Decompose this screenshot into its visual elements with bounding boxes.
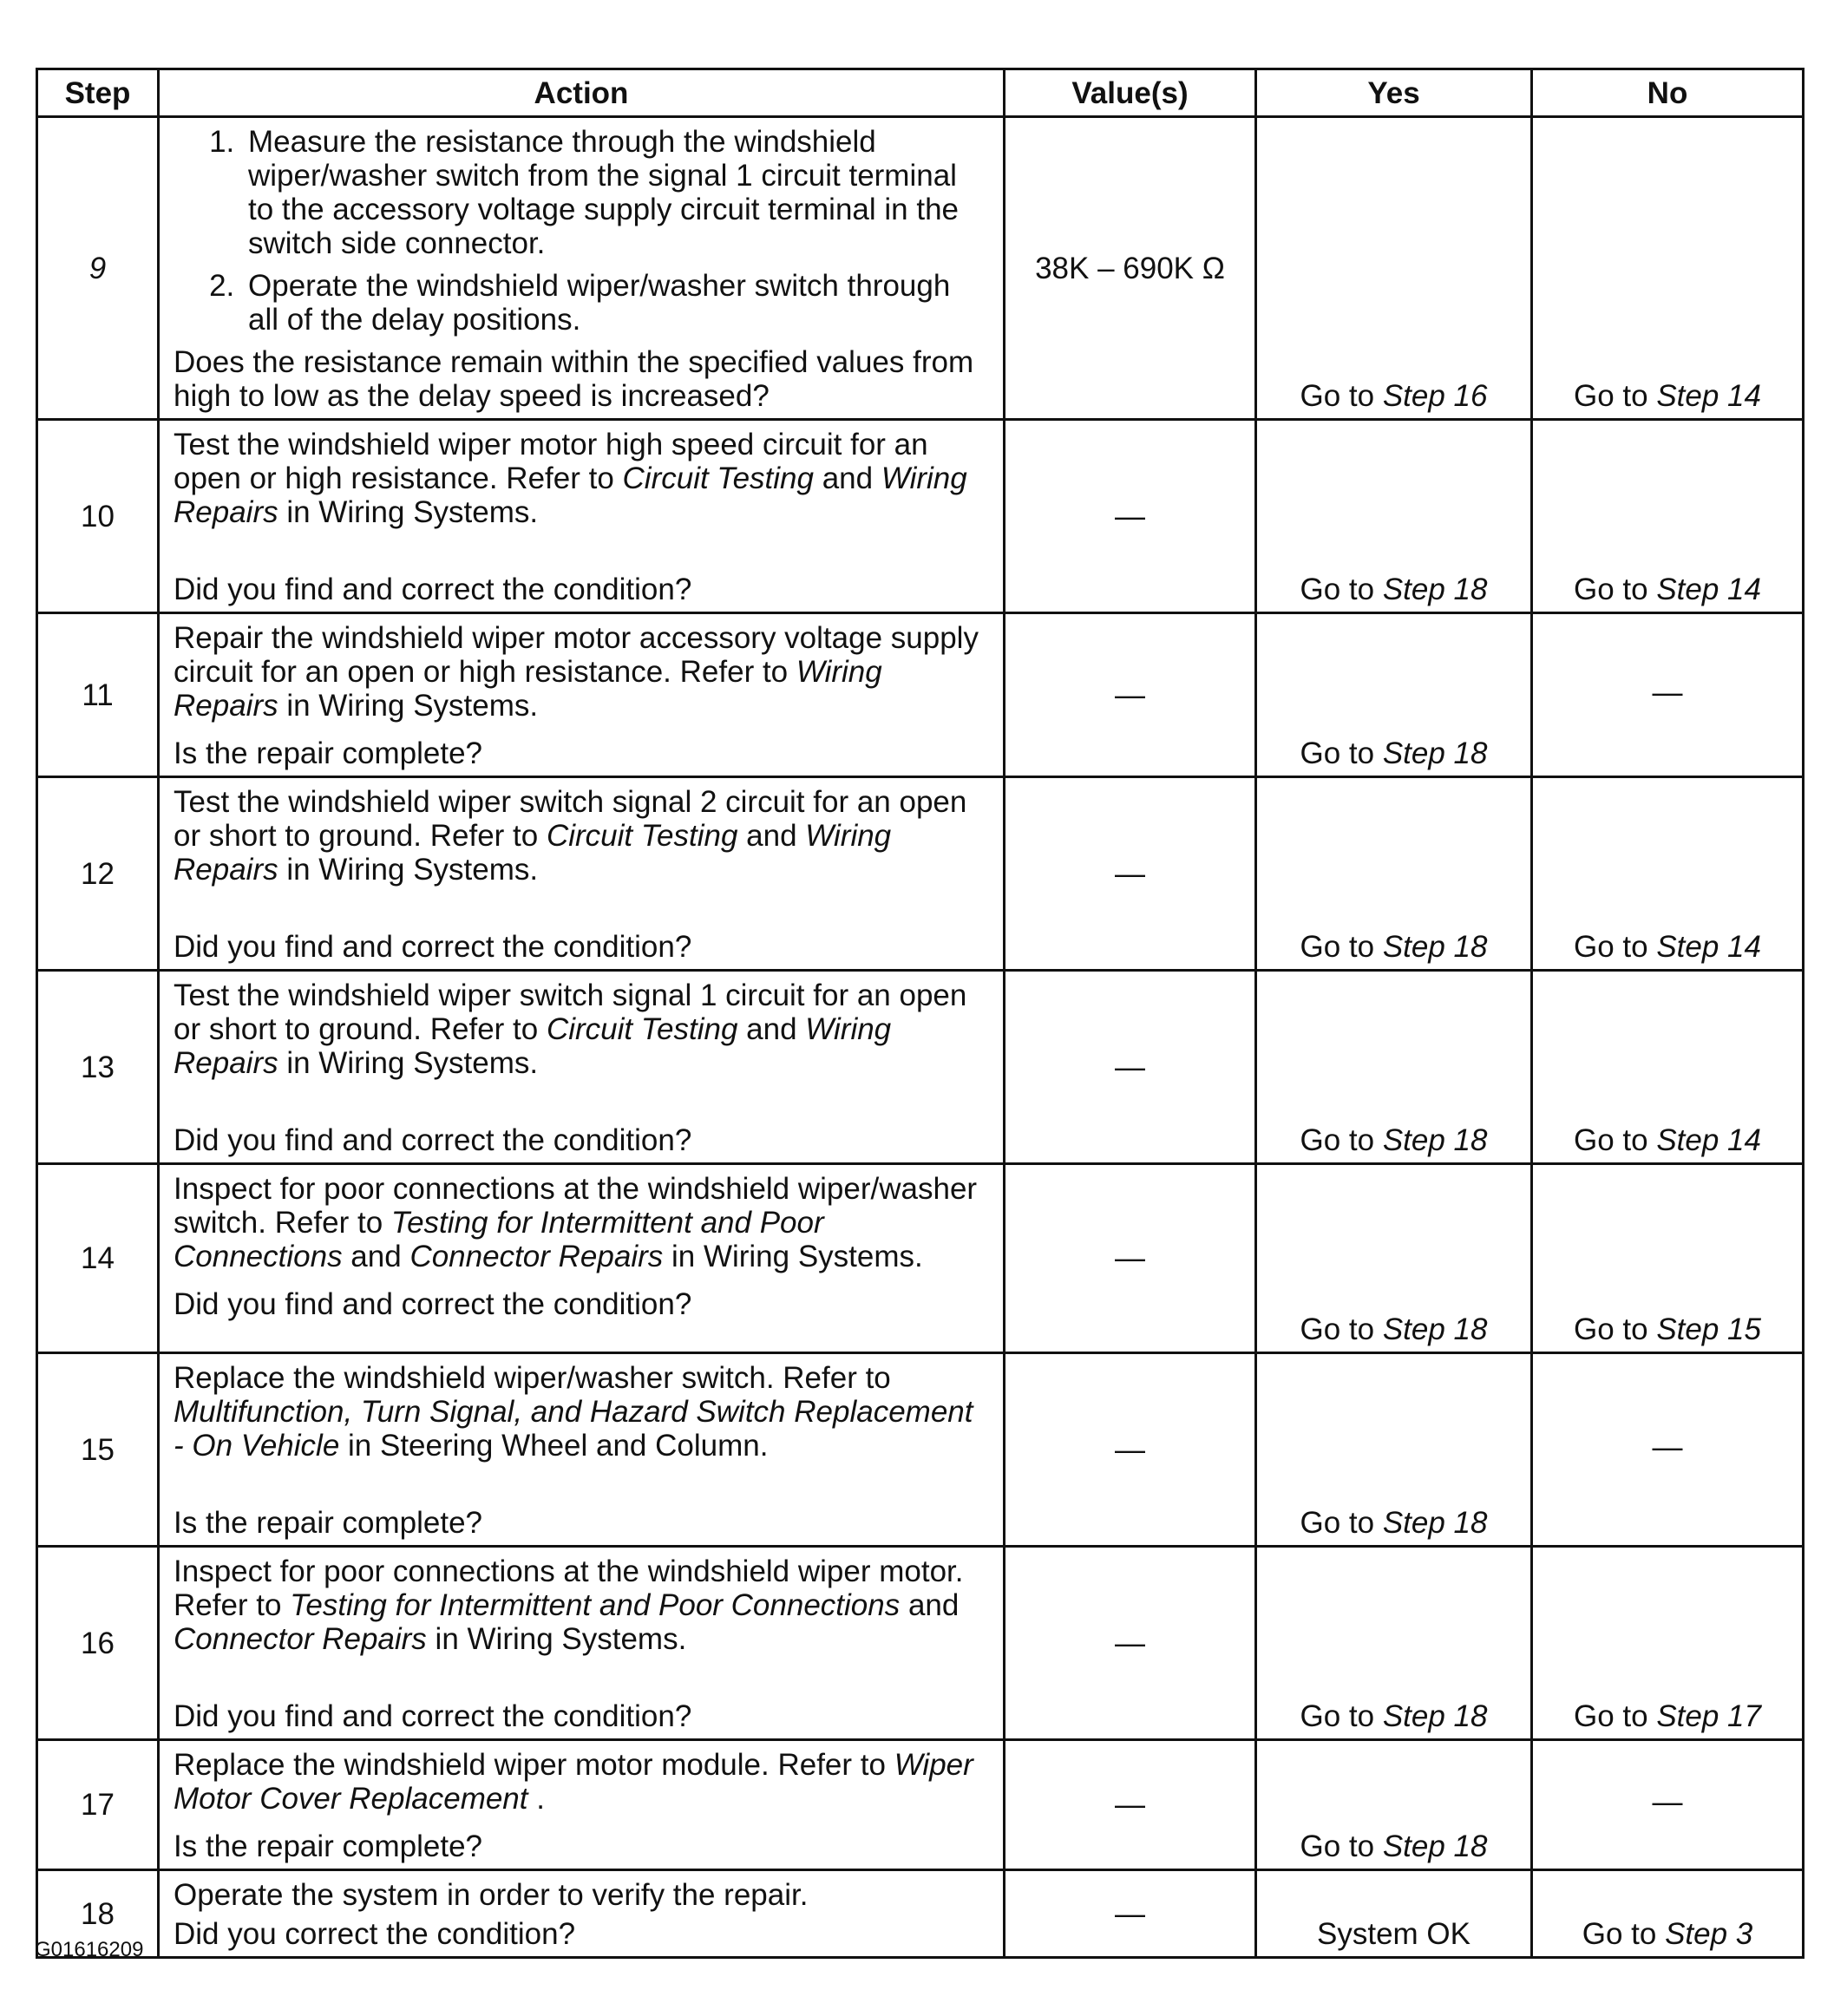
table-row	[37, 420, 1804, 613]
action-cell	[159, 1547, 1005, 1740]
no-step-ref: Step 3	[1665, 1917, 1753, 1951]
value-cell: —	[1005, 420, 1256, 613]
action-text-part: Inspect for poor connections at the windshield wiper/washer switch. Refer to	[174, 1172, 978, 1240]
yes-step-ref: Step 18	[1382, 1123, 1488, 1157]
yes-prefix: Go to	[1300, 573, 1383, 606]
yes-prefix: Go to	[1300, 1699, 1383, 1733]
value-cell: —	[1005, 1353, 1256, 1547]
action-question: Is the repair complete?	[174, 1829, 483, 1863]
action-text-part: and	[813, 461, 881, 495]
yes-cell	[1256, 971, 1532, 1164]
no-cell	[1532, 1740, 1804, 1870]
action-text-part: .	[527, 1782, 545, 1816]
no-step-ref: Step 14	[1656, 930, 1761, 964]
action-text-part: Replace the windshield wiper motor module. Refer to	[174, 1748, 894, 1782]
yes-cell	[1256, 1164, 1532, 1353]
action-question: Did you find and correct the condition?	[174, 573, 692, 606]
action-text-part: Test the windshield wiper motor high speed circuit for an open or high resistance. Refer to	[174, 428, 928, 495]
step-cell: 15	[37, 1353, 159, 1547]
no-prefix: Go to	[1574, 1699, 1657, 1733]
value-cell: —	[1005, 777, 1256, 971]
action-text-part: Multifunction, Turn Signal, and Hazard Switch Replacement - On Vehicle	[174, 1395, 973, 1463]
no-prefix: —	[1652, 1785, 1683, 1819]
action-cell	[159, 777, 1005, 971]
yes-prefix: Go to	[1300, 736, 1383, 770]
action-text-part: Wiring Repairs	[174, 1012, 892, 1080]
yes-cell	[1256, 613, 1532, 777]
action-text-part: Testing for Intermittent and Poor Connections	[290, 1588, 901, 1622]
step-cell: 11	[37, 613, 159, 777]
yes-prefix: Go to	[1300, 1506, 1383, 1540]
table-row	[37, 117, 1804, 420]
action-text	[174, 1748, 986, 1816]
action-text	[174, 428, 986, 529]
step-cell: 16	[37, 1547, 159, 1740]
action-text-part: Replace the windshield wiper/washer switch. Refer to	[174, 1361, 891, 1395]
header-row	[37, 69, 1804, 117]
table-row	[37, 777, 1804, 971]
table-row	[37, 971, 1804, 1164]
action-text-part: Circuit Testing	[622, 461, 814, 495]
action-text-part: Connector Repairs	[174, 1622, 427, 1656]
step-cell: 10	[37, 420, 159, 613]
value-cell: —	[1005, 1740, 1256, 1870]
no-step-ref: Step 15	[1656, 1312, 1761, 1346]
action-text-part: Operate the system in order to verify the repair.	[174, 1878, 809, 1912]
step-cell: 17	[37, 1740, 159, 1870]
header-yes: Yes	[1256, 69, 1532, 117]
action-question: Is the repair complete?	[174, 1506, 483, 1540]
no-step-ref: Step 14	[1656, 573, 1761, 606]
action-cell	[159, 971, 1005, 1164]
yes-step-ref: Step 18	[1382, 1506, 1488, 1540]
action-text-part: Circuit Testing	[546, 819, 738, 853]
no-prefix: —	[1652, 675, 1683, 710]
action-text-part: Inspect for poor connections at the windshield wiper motor. Refer to	[174, 1555, 964, 1622]
yes-prefix: Go to	[1300, 1312, 1383, 1346]
action-question: Does the resistance remain within the specified values from high to low as the delay speed is increased?	[174, 345, 974, 413]
yes-cell	[1256, 420, 1532, 613]
action-question: Did you find and correct the condition?	[174, 930, 692, 964]
action-text-part: Test the windshield wiper switch signal 2 circuit for an open or short to ground. Refer to	[174, 785, 967, 853]
action-text-part: and	[900, 1588, 960, 1622]
value-cell: —	[1005, 971, 1256, 1164]
yes-prefix: Go to	[1300, 1123, 1383, 1157]
no-step-ref: Step 14	[1656, 379, 1761, 413]
action-text-part: in Wiring Systems.	[278, 689, 539, 723]
header-no: No	[1532, 69, 1804, 117]
yes-step-ref: Step 18	[1382, 573, 1488, 606]
no-prefix: Go to	[1574, 573, 1657, 606]
action-text-part: Test the windshield wiper switch signal 1 circuit for an open or short to ground. Refer to	[174, 979, 967, 1046]
action-cell	[159, 613, 1005, 777]
table-row	[37, 613, 1804, 777]
table-row	[37, 1740, 1804, 1870]
action-question: Is the repair complete?	[174, 736, 483, 770]
yes-prefix: Go to	[1300, 930, 1383, 964]
action-text-part: and	[737, 1012, 806, 1046]
yes-cell	[1256, 1547, 1532, 1740]
action-text	[174, 979, 986, 1080]
table-row	[37, 1353, 1804, 1547]
action-text	[174, 621, 986, 723]
action-text	[174, 1361, 986, 1463]
no-cell	[1532, 971, 1804, 1164]
value-cell: 38K – 690K Ω	[1005, 117, 1256, 420]
action-text-part: in Wiring Systems.	[426, 1622, 687, 1656]
value-cell: —	[1005, 1164, 1256, 1353]
action-list	[174, 125, 986, 337]
action-text-part: in Wiring Systems.	[278, 495, 539, 529]
action-question: Did you find and correct the condition?	[174, 1123, 692, 1157]
value-cell: —	[1005, 613, 1256, 777]
action-question: Did you find and correct the condition?	[174, 1287, 692, 1321]
yes-step-ref: Step 18	[1382, 1699, 1488, 1733]
action-text-part: Wiper Motor Cover Replacement	[174, 1748, 973, 1816]
yes-step-ref: Step 18	[1382, 1312, 1488, 1346]
yes-prefix: Go to	[1300, 1829, 1383, 1863]
no-cell	[1532, 1547, 1804, 1740]
no-prefix: Go to	[1582, 1917, 1666, 1951]
step-cell: 14	[37, 1164, 159, 1353]
no-prefix: —	[1652, 1430, 1683, 1464]
table-row	[37, 1870, 1804, 1958]
yes-step-ref: Step 18	[1382, 736, 1488, 770]
action-cell	[159, 1870, 1005, 1958]
yes-cell	[1256, 1740, 1532, 1870]
action-text	[174, 1555, 986, 1656]
yes-prefix: Go to	[1300, 379, 1383, 413]
action-text	[174, 1878, 986, 1912]
no-cell	[1532, 1353, 1804, 1547]
action-text-part: Wiring Repairs	[174, 655, 882, 723]
action-text-part: Wiring Repairs	[174, 819, 892, 887]
action-cell	[159, 1740, 1005, 1870]
action-text	[174, 1172, 986, 1273]
yes-step-ref: Step 16	[1382, 379, 1488, 413]
no-cell	[1532, 420, 1804, 613]
yes-step-ref: Step 18	[1382, 930, 1488, 964]
action-question: Did you correct the condition?	[174, 1917, 576, 1951]
header-values: Value(s)	[1005, 69, 1256, 117]
yes-cell	[1256, 777, 1532, 971]
figure-id: G01616209	[35, 1938, 144, 1961]
action-text-part: in Wiring Systems.	[278, 1046, 539, 1080]
yes-cell	[1256, 117, 1532, 420]
value-cell: —	[1005, 1870, 1256, 1958]
action-text-part: Wiring Repairs	[174, 461, 967, 529]
action-text-part: in Wiring Systems.	[278, 853, 539, 887]
table-row	[37, 1547, 1804, 1740]
action-text-part: in Steering Wheel and Column.	[339, 1429, 769, 1463]
action-question: Did you find and correct the condition?	[174, 1699, 692, 1733]
diagnostic-table	[36, 68, 1805, 1959]
yes-step-ref: Step 18	[1382, 1829, 1488, 1863]
no-cell	[1532, 117, 1804, 420]
action-text-part: in Wiring Systems.	[663, 1240, 923, 1273]
no-step-ref: Step 17	[1656, 1699, 1761, 1733]
no-step-ref: Step 14	[1656, 1123, 1761, 1157]
action-text	[174, 785, 986, 887]
action-text-part: Connector Repairs	[409, 1240, 664, 1273]
value-cell: —	[1005, 1547, 1256, 1740]
table-row	[37, 1164, 1804, 1353]
header-step: Step	[37, 69, 159, 117]
no-cell	[1532, 777, 1804, 971]
action-cell	[159, 420, 1005, 613]
no-cell	[1532, 613, 1804, 777]
action-list-item: 2. Operate the windshield wiper/washer switch through all of the delay positions.	[243, 269, 986, 337]
yes-prefix: System OK	[1317, 1917, 1470, 1951]
no-prefix: Go to	[1574, 930, 1657, 964]
action-cell	[159, 117, 1005, 420]
action-text-part: and	[342, 1240, 410, 1273]
action-text-part: Circuit Testing	[546, 1012, 738, 1046]
action-text-part: and	[737, 819, 806, 853]
action-text-part: Testing for Intermittent and Poor Connections	[174, 1206, 824, 1273]
step-cell: 13	[37, 971, 159, 1164]
yes-cell	[1256, 1870, 1532, 1958]
no-prefix: Go to	[1574, 379, 1657, 413]
header-action: Action	[159, 69, 1005, 117]
no-cell	[1532, 1164, 1804, 1353]
action-cell	[159, 1164, 1005, 1353]
no-cell	[1532, 1870, 1804, 1958]
no-prefix: Go to	[1574, 1312, 1657, 1346]
step-cell: 18	[37, 1870, 159, 1958]
action-list-item: 1. Measure the resistance through the windshield wiper/washer switch from the signal 1 circuit terminal to the accessory voltage supply circuit terminal in the switch side connector.	[243, 125, 986, 260]
no-prefix: Go to	[1574, 1123, 1657, 1157]
yes-cell	[1256, 1353, 1532, 1547]
step-cell: 9	[37, 117, 159, 420]
action-cell	[159, 1353, 1005, 1547]
step-cell: 12	[37, 777, 159, 971]
action-text-part: Repair the windshield wiper motor accessory voltage supply circuit for an open or high resistance. Refer to	[174, 621, 979, 689]
